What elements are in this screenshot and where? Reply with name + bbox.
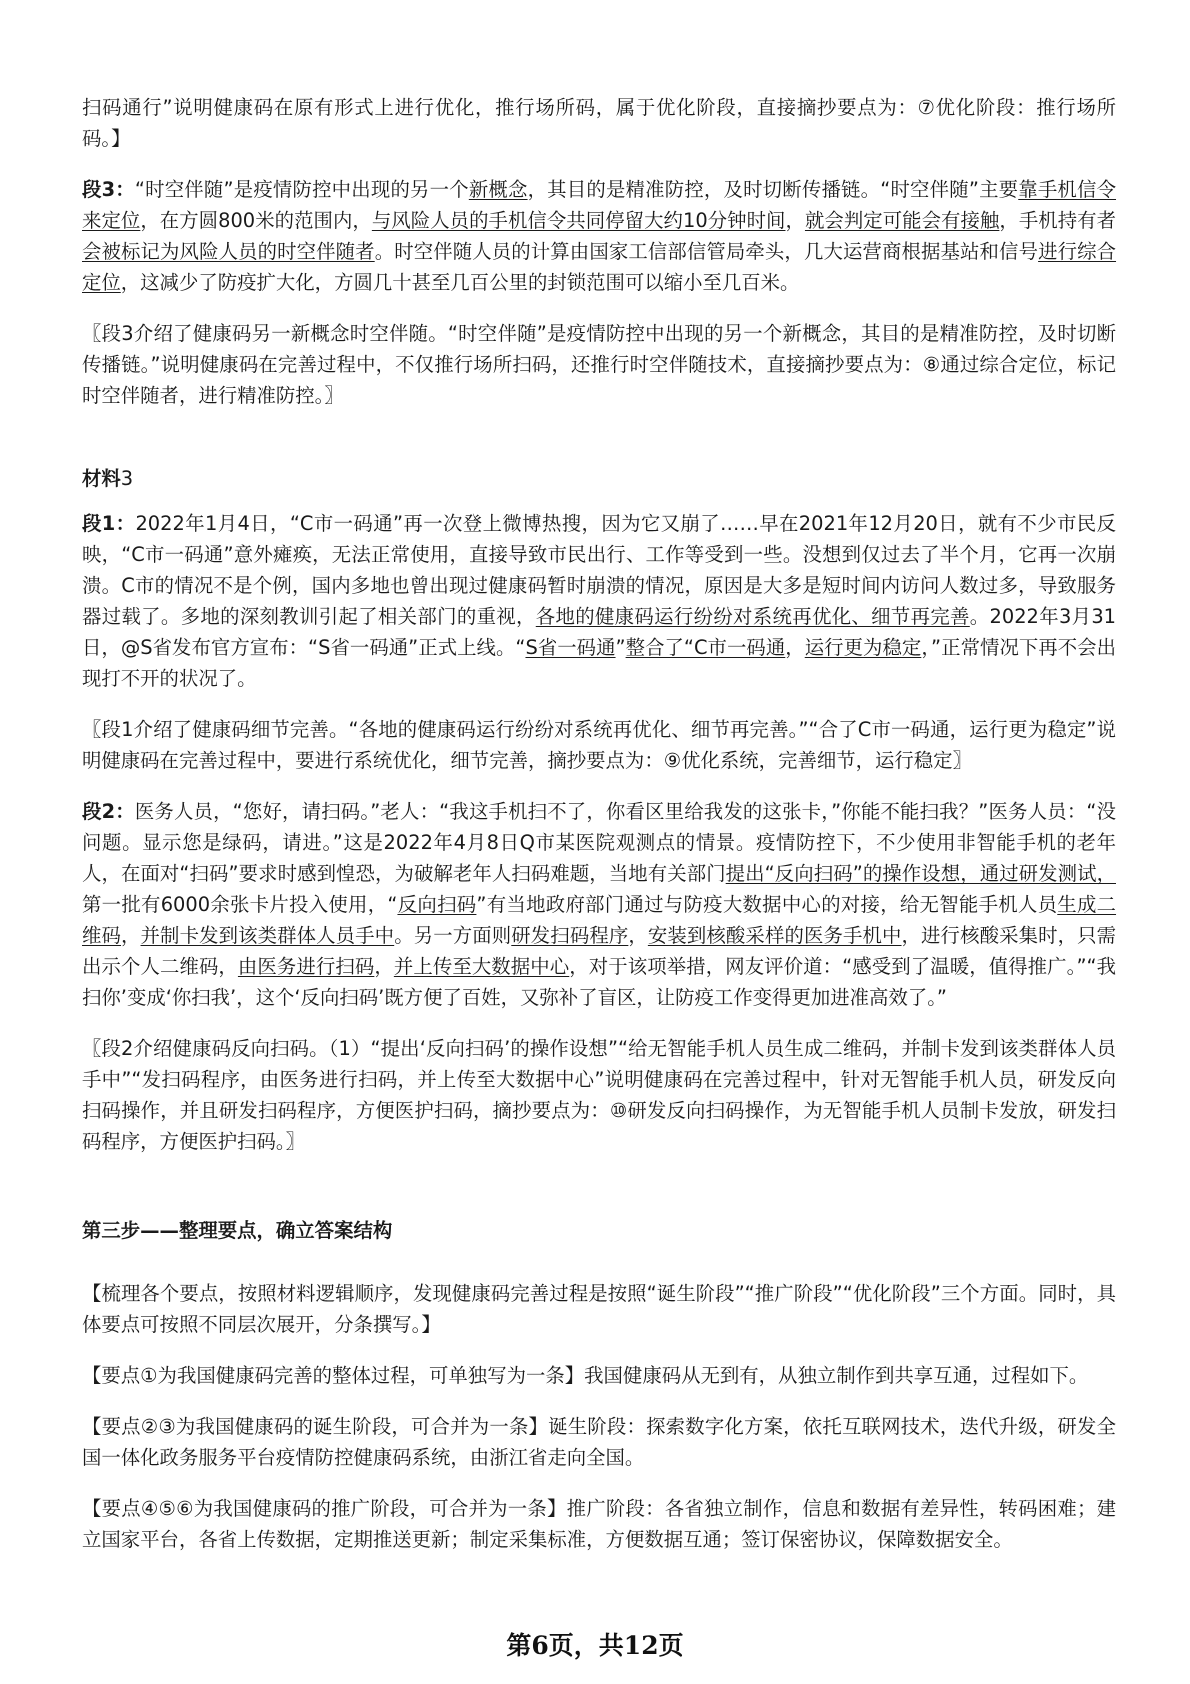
underlined-text: 会被标记为风险人员的时空伴随者: [82, 240, 375, 263]
section-label: 段2：: [82, 800, 135, 823]
paragraph-material2-section3: [82, 174, 1116, 298]
underlined-text: 并上传至大数据中心: [393, 955, 570, 978]
section-label: 段1：: [82, 512, 136, 535]
underlined-text: 与风险人员的手机信令共同停留大约10分钟时间: [371, 209, 786, 232]
paragraph-points4-6: 【要点④⑤⑥为我国健康码的推广阶段，可合并为一条】推广阶段：各省独立制作，信息和数据有差异性，转码困难；建立国家平台，各省上传数据，定期推送更新；制定采集标准，方便数据互通；签订保密协议，保障数据安全。: [82, 1497, 1116, 1551]
text-run: ，: [785, 209, 805, 232]
analysis-note-material3-section2: 〖段2介绍健康码反向扫码。（1）“提出‘反向扫码’的操作设想”“给无智能手机人员生成二维码，并制卡发到该类群体人员手中”“发扫码程序，由医务进行扫码，并上传至大数据中心”说明健康码在完善过程中，针对无智能手机人员，研发反向扫码操作，并且研发扫码程序，方便医护扫码，摘抄要点为：⑩研发反向扫码操作，为无智能手机人员制卡发放，研发扫码程序，方便医护扫码。〗: [82, 1037, 1116, 1153]
underlined-text: 研发扫码程序: [511, 924, 629, 947]
text-run: ，: [785, 636, 805, 659]
underlined-text: 安装到核酸采样的医务手机中: [647, 924, 902, 947]
paragraph-continuation: 扫码通行”说明健康码在原有形式上进行优化，推行场所码，属于优化阶段，直接摘抄要点为：⑦优化阶段：推行场所码。】: [82, 96, 1116, 150]
underlined-text: 由医务进行扫码: [237, 955, 375, 978]
text-run: ，在方圆800米的范围内，: [140, 209, 372, 232]
material3-heading: [82, 463, 1116, 494]
text-run: ”有当地政府部门通过与防疫大数据中心的对接，给无智能手机人员: [476, 893, 1058, 916]
step3-heading: 第三步——整理要点，确立答案结构: [82, 1219, 393, 1242]
paragraph-material3-section1: [82, 508, 1116, 694]
text-run: ，对于该项举措，网友评价道：“感受到了温暖，值得推广。”“我扫你’变成‘你扫我’，这个‘反向扫码’既方便了百姓，又弥补了盲区，让防疫工作变得更加进准高效了。”: [82, 955, 1117, 1009]
analysis-note-material3-section1: 〖段1介绍了健康码细节完善。“各地的健康码运行纷纷对系统再优化、细节再完善。”“合了C市一码通，运行更为稳定”说明健康码在完善过程中，要进行系统优化，细节完善，摘抄要点为：⑨优化系统，完善细节，运行稳定〗: [82, 718, 1116, 772]
underlined-text: 整合了“C市一码通: [625, 636, 786, 659]
underlined-text: S省一码通: [525, 636, 616, 659]
paragraph-points2-3: 【要点②③为我国健康码的诞生阶段，可合并为一条】诞生阶段：探索数字化方案，依托互联网技术，迭代升级，研发全国一体化政务服务平台疫情防控健康码系统，由浙江省走向全国。: [82, 1415, 1116, 1469]
paragraph-point1: 【要点①为我国健康码完善的整体过程，可单独写为一条】我国健康码从无到有，从独立制作到共享互通，过程如下。: [82, 1364, 1089, 1387]
underlined-text: 靠手机信令来定位: [82, 178, 1117, 232]
underlined-text: 提出“反向扫码”的操作设想，通过研发测试，: [725, 862, 1116, 885]
text-run: ”: [615, 636, 626, 659]
text-run: ，: [374, 955, 394, 978]
paragraph-material3-section2: [82, 796, 1116, 1013]
underlined-text: 新概念: [468, 178, 528, 201]
text-run: 2022年1月4日，“C市一码通”再一次登上微博热搜，因为它又崩了……早在2021年12月20日，就有不少市民反映，“C市一码通”意外瘫痪，无法正常使用，直接导致市民出行、工作等受到一些。没想到仅过去了半个月，它再一次崩溃。C市的情况不是个例，国内多地也曾出现过健康码暂时崩溃的情况，原因是大多是短时间内访问人数过多，导致服务器过载了。多地的深刻教训引起了相关部门的重视，: [82, 512, 1116, 628]
document-body: [82, 92, 1116, 1555]
page-number-footer: 第6页，共12页: [506, 1631, 684, 1660]
underlined-text: 各地的健康码运行纷纷对系统再优化、细节再完善: [535, 605, 970, 628]
text-run: ，这减少了防疫扩大化，方圆几十甚至几百公里的封锁范围可以缩小至几百米。: [120, 271, 800, 294]
text-run: ，手机持有者: [999, 209, 1117, 232]
underlined-text: 运行更为稳定: [804, 636, 922, 659]
heading-number: 3: [120, 467, 134, 490]
text-run: ，: [121, 924, 141, 947]
text-run: 。时空伴随人员的计算由国家工信部信管局牵头，几大运营商根据基站和信号: [374, 240, 1039, 263]
text-run: ，: [628, 924, 648, 947]
text-run: 。2022年3月31日，@S省发布官方宣布：“S省一码通”正式上线。“: [82, 605, 1117, 659]
section-label: 段3：: [82, 178, 135, 201]
text-run: 医务人员，“您好，请扫码。”老人：“我这手机扫不了，你看区里给我发的这张卡，”你能不能扫我？”医务人员：“没问题。显示您是绿码，请进。”这是2022年4月8日Q市某医院观测点的情景。疫情防控下，不少使用非智能手机的老年人，在面对“扫码”要求时感到惶恐，为破解老年人扫码难题，当地有关部门: [82, 800, 1117, 885]
underlined-text: 进行综合定位: [82, 240, 1117, 294]
underlined-text: 就会判定可能会有接触: [804, 209, 1000, 232]
text-run: 第一批有6000余张卡片投入使用，“: [82, 893, 398, 916]
text-run: ，进行核酸采集时，只需出示个人二维码，: [82, 924, 1117, 978]
underlined-text: 并制卡发到该类群体人员手中: [140, 924, 395, 947]
underlined-text: 生成二维码: [82, 893, 1117, 947]
text-run: “时空伴随”是疫情防控中出现的另一个: [134, 178, 469, 201]
analysis-note-section3: 〖段3介绍了健康码另一新概念时空伴随。“时空伴随”是疫情防控中出现的另一个新概念，其目的是精准防控，及时切断传播链。”说明健康码在完善过程中，不仅推行场所扫码，还推行时空伴随技术，直接摘抄要点为：⑧通过综合定位，标记时空伴随者，进行精准防控。〗: [82, 322, 1116, 407]
paragraph-summary: 【梳理各个要点，按照材料逻辑顺序，发现健康码完善过程是按照“诞生阶段”“推广阶段”“优化阶段”三个方面。同时，具体要点可按照不同层次展开，分条撰写。】: [82, 1282, 1116, 1336]
text-run: 。另一方面则: [394, 924, 512, 947]
text-run: ，其目的是精准防控，及时切断传播链。“时空伴随”主要: [527, 178, 1019, 201]
text-run: ，”正常情况下再不会出现打不开的状况了。: [82, 636, 1116, 690]
underlined-text: 反向扫码: [397, 893, 477, 916]
heading-text: 材料: [82, 467, 121, 490]
